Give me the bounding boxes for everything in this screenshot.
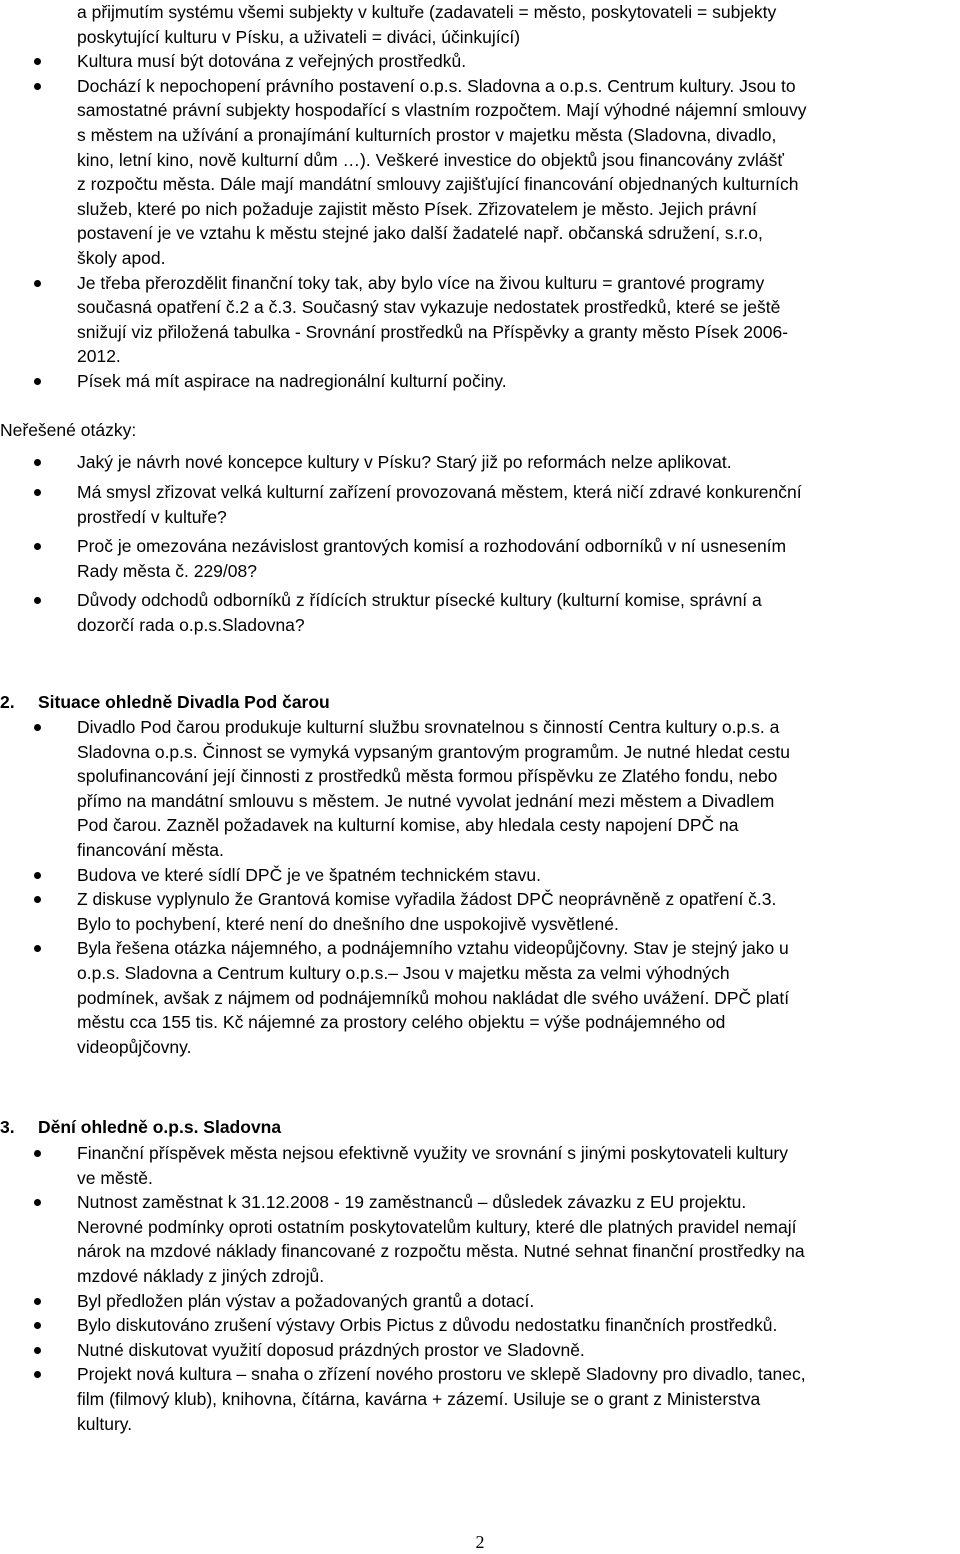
bullet-icon — [34, 597, 41, 604]
section-title: Dění ohledně o.p.s. Sladovna — [38, 1117, 282, 1137]
section-number: 3. — [0, 1117, 15, 1137]
list-item-text: Jaký je návrh nové koncepce kultury v Písku? Starý již po reformách nelze aplikovat. — [77, 452, 732, 472]
section-3-heading — [0, 1115, 281, 1140]
list-item — [0, 1141, 960, 1190]
list-item — [0, 74, 960, 271]
list-item-text: Sladovna o.p.s. Činnost se vymyká vypsaným grantovým programům. Je nutné hledat cestu — [77, 741, 790, 762]
list-item-text: kino, letní kino, nově kulturní dům …). Veškeré investice do objektů jsou financovány zvlášť — [77, 149, 784, 170]
unresolved-heading: Neřešené otázky: — [0, 420, 137, 440]
list-item-text: Z diskuse vyplynulo že Grantová komise vyřadila žádost DPČ neoprávněně z opatření č.3. — [77, 889, 777, 910]
bullet-icon — [34, 280, 41, 287]
bullet-icon — [34, 378, 41, 385]
unresolved-list — [0, 480, 960, 529]
list-item-text: ve městě. — [77, 1167, 153, 1188]
list-item-text: Byla řešena otázka nájemného, a podnájemního vztahu videopůjčovny. Stav je stejný jako u — [77, 938, 789, 959]
bullet-icon — [34, 83, 41, 90]
list-item-text: Budova ve které sídlí DPČ je ve špatném technickém stavu. — [77, 864, 541, 885]
list-item — [0, 887, 960, 936]
list-item-text: Projekt nová kultura – snaha o zřízení nového prostoru ve sklepě Sladovny pro divadlo, tanec, — [77, 1364, 806, 1385]
list-item — [0, 450, 960, 475]
bullet-icon — [34, 872, 41, 879]
list-item — [0, 534, 960, 583]
list-item-text: Nutnost zaměstnat k 31.12.2008 - 19 zaměstnanců – důsledek závazku z EU projektu. — [77, 1192, 747, 1213]
page-number: 2 — [475, 1532, 485, 1552]
list-item — [0, 936, 960, 1059]
unresolved-list — [0, 450, 960, 475]
list-item-text: kultury. — [77, 1413, 133, 1434]
list-item — [0, 49, 960, 74]
section-2-heading — [0, 690, 330, 715]
list-item-text: film (filmový klub), knihovna, čítárna, kavárna + zázemí. Usiluje se o grant z Ministerstva — [77, 1388, 761, 1409]
list-item-text: 2012. — [77, 346, 121, 367]
list-item-text: Bylo to pochybení, které není do dnešního dne uspokojivě vysvětlené. — [77, 913, 619, 934]
list-item-text: Nutné diskutovat využití doposud prázdných prostor ve Sladovně. — [77, 1339, 585, 1360]
list-item — [0, 1362, 960, 1436]
section-number: 2. — [0, 692, 15, 712]
list-item-text: postavení je ve vztahu k městu stejné jako další žadatelé např. občanská sdružení, s.r.o, — [77, 223, 763, 244]
list-item-text: současná opatření č.2 a č.3. Současný stav vykazuje nedostatek prostředků, které se ještě — [77, 297, 781, 318]
bullet-icon — [34, 489, 41, 496]
list-item-text: služeb, které po nich požaduje zajistit město Písek. Zřizovatelem je město. Jejich právní — [77, 198, 757, 219]
list-item-text: Divadlo Pod čarou produkuje kulturní službu srovnatelnou s činností Centra kultury o.p.s. a — [77, 717, 780, 737]
bullet-icon — [34, 724, 41, 731]
intro-line: poskytující kulturu v Písku, a uživateli = diváci, účinkující) — [77, 26, 521, 47]
list-item-text: Důvody odchodů odborníků z řídících struktur písecké kultury (kulturní komise, správní a — [77, 590, 762, 610]
list-item-text: podmínek, avšak z nájmem od podnájemníků mohou nakládat dle svého uvážení. DPČ platí — [77, 987, 790, 1008]
list-item-text: spolufinancování její činnosti z prostředků města formou příspěvku ze Zlatého fondu, nebo — [77, 766, 778, 787]
list-item — [0, 588, 960, 637]
section-3-list — [0, 1141, 960, 1436]
list-item-text: Rady města č. 229/08? — [77, 560, 257, 581]
list-item-text: přímo na mandátní smlouvu s městem. Je nutné vyvolat jednání mezi městem a Divadlem — [77, 790, 775, 811]
list-item-text: prostředí v kultuře? — [77, 506, 227, 527]
list-item — [0, 1289, 960, 1314]
list-item-text: školy apod. — [77, 247, 166, 268]
list-item — [0, 369, 960, 394]
list-item-text: Finanční příspěvek města nejsou efektivně využity ve srovnání s jinými poskytovateli kultury — [77, 1143, 789, 1163]
list-item-text: videopůjčovny. — [77, 1036, 192, 1057]
section-title: Situace ohledně Divadla Pod čarou — [38, 692, 330, 712]
list-item-text: snižují viz přiložená tabulka - Srovnání prostředků na Příspěvky a granty město Písek 2006- — [77, 321, 789, 342]
list-item-text: mzdové náklady z jiných zdrojů. — [77, 1265, 325, 1286]
bullet-icon — [34, 543, 41, 550]
list-item-text: Pod čarou. Zazněl požadavek na kulturní komise, aby hledala cesty napojení DPČ na — [77, 815, 739, 836]
list-item-text: Byl předložen plán výstav a požadovaných grantů a dotací. — [77, 1290, 535, 1311]
section-2-list — [0, 715, 960, 1059]
list-item-text: z rozpočtu města. Dále mají mandátní smlouvy zajišťující financování objednaných kulturních — [77, 174, 799, 195]
list-item-text: Proč je omezována nezávislost grantových komisí a rozhodování odborníků v ní usnesením — [77, 536, 787, 556]
list-item-text: Písek má mít aspirace na nadregionální kulturní počiny. — [77, 370, 507, 391]
unresolved-list — [0, 588, 960, 637]
intro-line: a přijmutím systému všemi subjekty v kultuře (zadavateli = město, poskytovateli = subjekty — [77, 2, 777, 22]
list-item — [0, 1313, 960, 1338]
list-item-text: s městem na užívání a pronajímání kulturních prostor v majetku města (Sladovna, divadlo, — [77, 124, 777, 145]
list-item-text: Nerovné podmínky oproti ostatním poskytovatelům kultury, které dle platných pravidel nemají — [77, 1216, 797, 1237]
list-item-text: samostatné právní subjekty hospodařící s vlastním rozpočtem. Mají výhodné nájemní smlouvy — [77, 100, 807, 121]
list-item-text: Bylo diskutováno zrušení výstavy Orbis Pictus z důvodu nedostatku finančních prostředků. — [77, 1315, 778, 1336]
list-item-text: městu cca 155 tis. Kč nájemné za prostory celého objektu = výše podnájemného od — [77, 1012, 726, 1033]
list-item-text: Dochází k nepochopení právního postavení o.p.s. Sladovna a o.p.s. Centrum kultury. Jsou to — [77, 75, 796, 96]
bullet-icon — [34, 1298, 41, 1305]
list-item-text: Kultura musí být dotována z veřejných prostředků. — [77, 51, 467, 72]
list-item — [0, 1190, 960, 1288]
list-item-text: o.p.s. Sladovna a Centrum kultury o.p.s.– Jsou v majetku města za velmi výhodných — [77, 962, 730, 983]
list-item-text: Je třeba přerozdělit finanční toky tak, aby bylo více na živou kulturu = grantové programy — [77, 272, 765, 293]
unresolved-list — [0, 534, 960, 583]
list-item — [0, 480, 960, 529]
list-item — [0, 863, 960, 888]
bullet-icon — [34, 1150, 41, 1157]
list-item-text: nárok na mzdové náklady financované z rozpočtu města. Nutné sehnat finanční prostředky na — [77, 1241, 805, 1262]
list-item-text: financování města. — [77, 839, 224, 860]
bullet-icon — [34, 459, 41, 466]
list-item-text: dozorčí rada o.p.s.Sladovna? — [77, 614, 305, 635]
list-item — [0, 271, 960, 369]
bullet-icon — [34, 1347, 41, 1354]
list-item — [0, 715, 960, 863]
list-item-text: Má smysl zřizovat velká kulturní zařízení provozovaná městem, která ničí zdravé konkurenční — [77, 482, 802, 502]
intro-block — [0, 0, 960, 394]
list-item — [0, 1338, 960, 1363]
